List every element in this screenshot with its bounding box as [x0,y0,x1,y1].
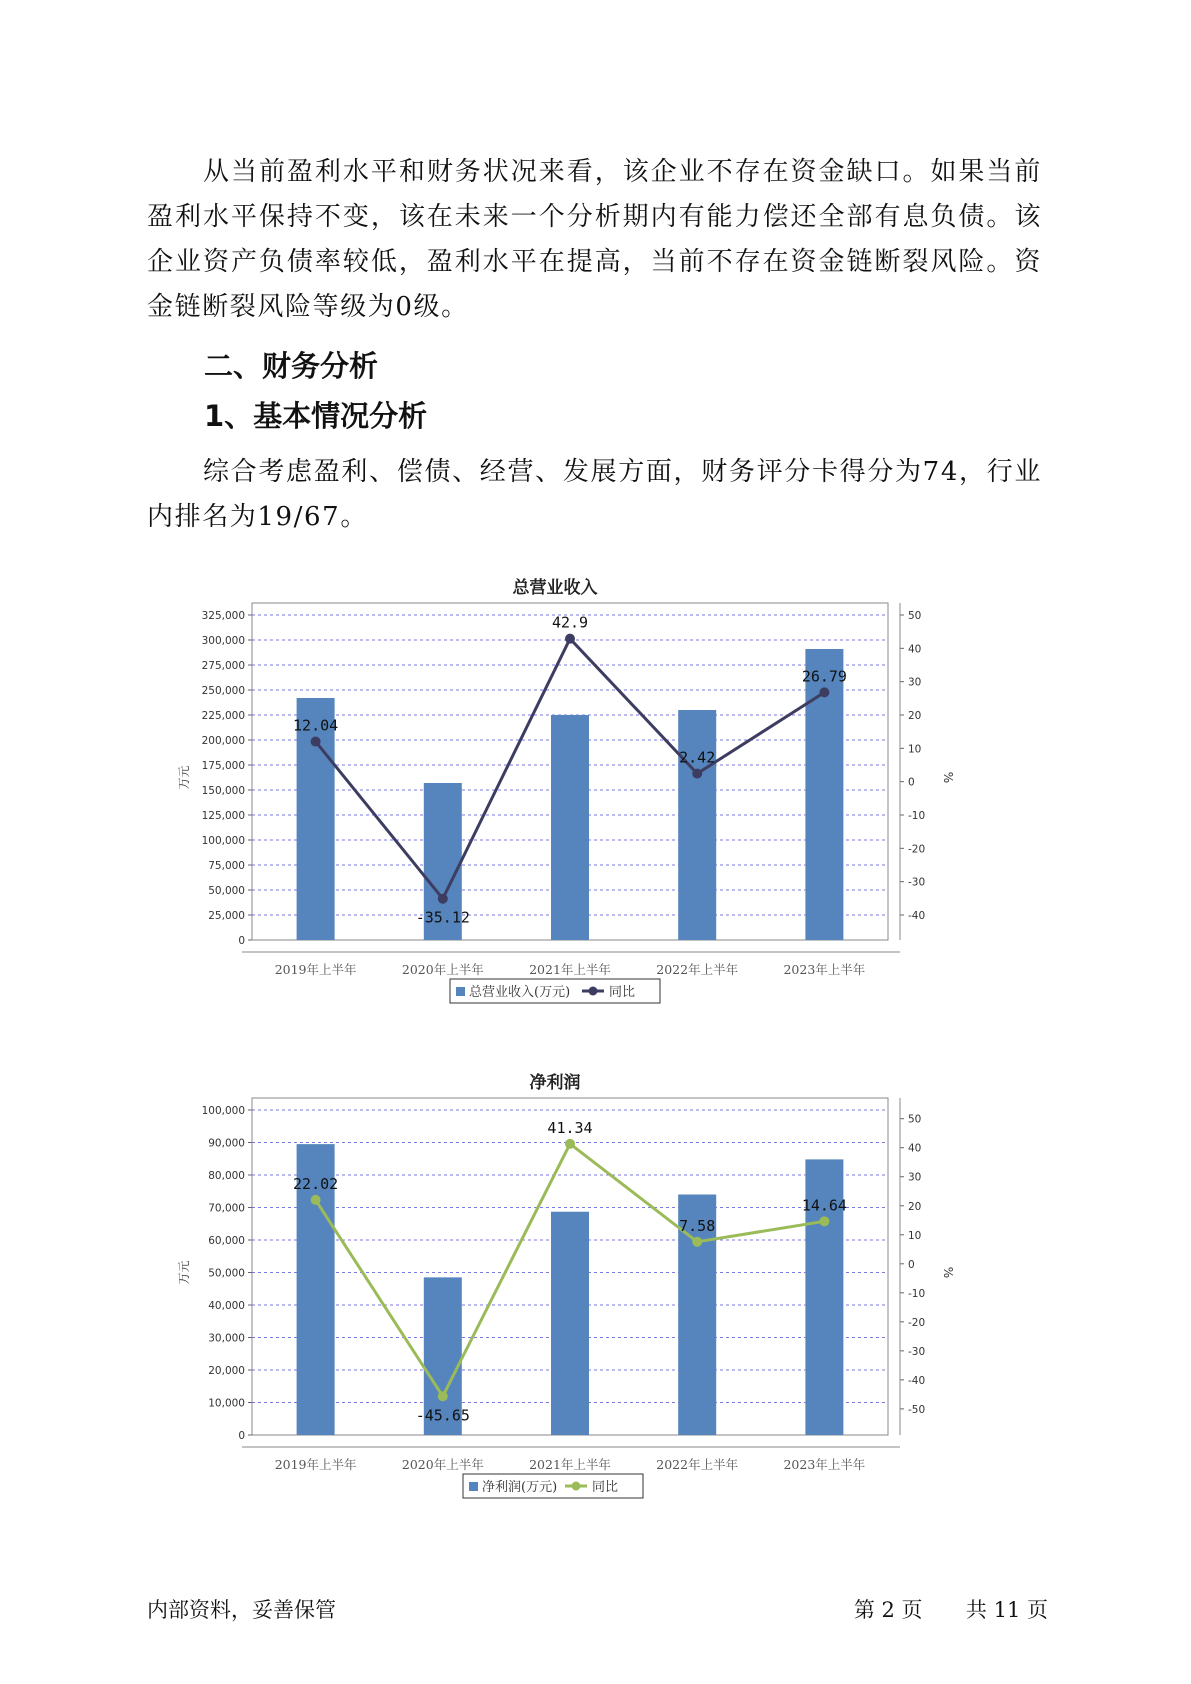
y2-tick-label: -40 [908,910,926,922]
x-tick-label: 2023年上半年 [783,962,866,977]
y2-axis-title: % [941,771,955,784]
yoy-point [565,1139,575,1149]
x-tick-label: 2022年上半年 [656,962,739,977]
bar [678,710,716,940]
y-tick-label: 100,000 [201,835,245,847]
y2-axis-title: % [941,1266,955,1279]
y-tick-label: 325,000 [201,610,245,622]
yoy-data-label: 41.34 [547,1118,593,1137]
legend-line-label: 同比 [609,985,636,1000]
chart-title: 总营业收入 [512,578,598,598]
y2-tick-label: 30 [908,676,922,689]
x-tick-label: 2021年上半年 [529,1457,611,1472]
y-axis-title: 万元 [177,765,191,790]
paragraph-scorecard: 综合考虑盈利、偿债、经营、发展方面，财务评分卡得分为74，行业内排名为19/67。 [147,457,1042,532]
x-tick-label: 2021年上半年 [529,962,611,977]
y2-tick-label: 0 [908,776,915,789]
footer-page-number: 第 2 页 [853,1598,923,1622]
y-tick-label: 50,000 [208,885,245,897]
y2-tick-label: 30 [908,1171,922,1184]
y-tick-label: 90,000 [208,1137,245,1150]
y-tick-label: 225,000 [201,710,245,722]
chart-total-revenue [160,565,980,1035]
chart-legend [450,979,660,1003]
y-tick-label: 175,000 [201,760,245,772]
legend-line-label: 同比 [592,1480,619,1495]
y-tick-label: 80,000 [208,1170,245,1182]
y2-tick-label: 40 [908,643,922,656]
y2-tick-label: -20 [908,1316,926,1329]
y-tick-label: 70,000 [208,1202,245,1215]
y-tick-label: 10,000 [208,1397,245,1410]
yoy-data-label: -45.65 [415,1406,470,1425]
y-tick-label: 0 [238,1430,245,1442]
yoy-point [438,1391,448,1401]
x-tick-label: 2019年上半年 [274,1457,357,1472]
chart-legend [463,1474,643,1498]
x-tick-label: 2023年上半年 [783,1457,866,1472]
footer-confidential: 内部资料，妥善保管 [147,1598,336,1622]
y2-tick-label: 20 [908,1200,922,1213]
x-tick-label: 2020年上半年 [401,1457,484,1472]
yoy-data-label: -35.12 [415,908,470,927]
legend-bar-label: 净利润(万元) [482,1480,558,1495]
yoy-data-label: 12.04 [293,716,339,735]
yoy-point [311,1195,321,1205]
y-tick-label: 75,000 [208,860,245,872]
y-tick-label: 250,000 [201,685,245,697]
yoy-data-label: 26.79 [801,667,847,686]
y2-tick-label: -30 [908,1345,926,1358]
legend-bar-swatch [469,1482,478,1491]
bar [551,1212,589,1435]
chart-net-profit-svg [160,1060,980,1530]
y-tick-label: 40,000 [208,1300,245,1312]
y2-tick-label: 0 [908,1258,915,1271]
y-tick-label: 30,000 [208,1332,245,1345]
yoy-data-label: 2.42 [679,748,716,767]
section-heading-financial-analysis: 二、财务分析 [204,349,379,383]
subsection-heading-basic-analysis: 1、基本情况分析 [204,399,428,433]
bar [551,715,589,940]
y2-tick-label: -10 [908,810,926,822]
y2-tick-label: 40 [908,1142,922,1155]
yoy-data-label: 22.02 [293,1174,339,1193]
y2-tick-label: -40 [908,1374,926,1387]
yoy-point [819,1216,829,1226]
yoy-point [819,687,829,697]
footer-page-info [854,1594,1048,1624]
legend-bar-label: 总营业收入(万元) [469,985,571,1000]
x-tick-label: 2019年上半年 [274,962,357,977]
yoy-data-label: 42.9 [551,613,589,632]
y2-tick-label: -50 [908,1403,926,1416]
y-tick-label: 20,000 [208,1365,245,1377]
yoy-point [565,634,575,644]
y-tick-label: 300,000 [201,635,245,647]
footer-total-pages: 共 11 页 [965,1598,1048,1622]
y2-tick-label: 50 [908,1113,922,1126]
y2-tick-label: 10 [908,1229,922,1242]
y2-tick-label: -10 [908,1287,926,1300]
legend-bar-swatch [456,987,465,996]
y-tick-label: 0 [238,935,245,947]
chart-net-profit [160,1060,980,1530]
y2-tick-label: -20 [908,843,926,856]
y2-tick-label: 20 [908,710,922,722]
yoy-data-label: 7.58 [679,1216,716,1235]
y-tick-label: 50,000 [208,1267,245,1280]
y-axis-title: 万元 [177,1260,191,1285]
y-tick-label: 25,000 [208,910,245,922]
yoy-point [692,769,702,779]
chart-total-revenue-svg [160,565,980,1035]
x-tick-label: 2020年上半年 [401,962,484,977]
yoy-point [311,737,321,747]
yoy-point [438,894,448,904]
y-tick-label: 60,000 [208,1235,245,1247]
yoy-data-label: 14.64 [801,1196,847,1215]
y-tick-label: 200,000 [201,735,245,747]
legend-line-marker [589,987,598,996]
y-tick-label: 275,000 [201,660,245,672]
x-tick-label: 2022年上半年 [656,1457,739,1472]
y-tick-label: 150,000 [201,785,245,797]
y2-tick-label: 10 [908,743,922,756]
y-tick-label: 125,000 [201,810,245,822]
yoy-point [692,1237,702,1247]
y2-tick-label: -30 [908,876,926,889]
paragraph-funding-gap: 从当前盈利水平和财务状况来看，该企业不存在资金缺口。如果当前盈利水平保持不变，该在未来一个分析期内有能力偿还全部有息负债。该企业资产负债率较低，盈利水平在提高，当前不存在资金链断裂风险。资金链断裂风险等级为0级。 [147,157,1042,322]
chart-title: 净利润 [529,1073,581,1093]
y-tick-label: 100,000 [201,1105,245,1117]
y2-tick-label: 50 [908,610,922,622]
legend-line-marker [572,1482,581,1491]
